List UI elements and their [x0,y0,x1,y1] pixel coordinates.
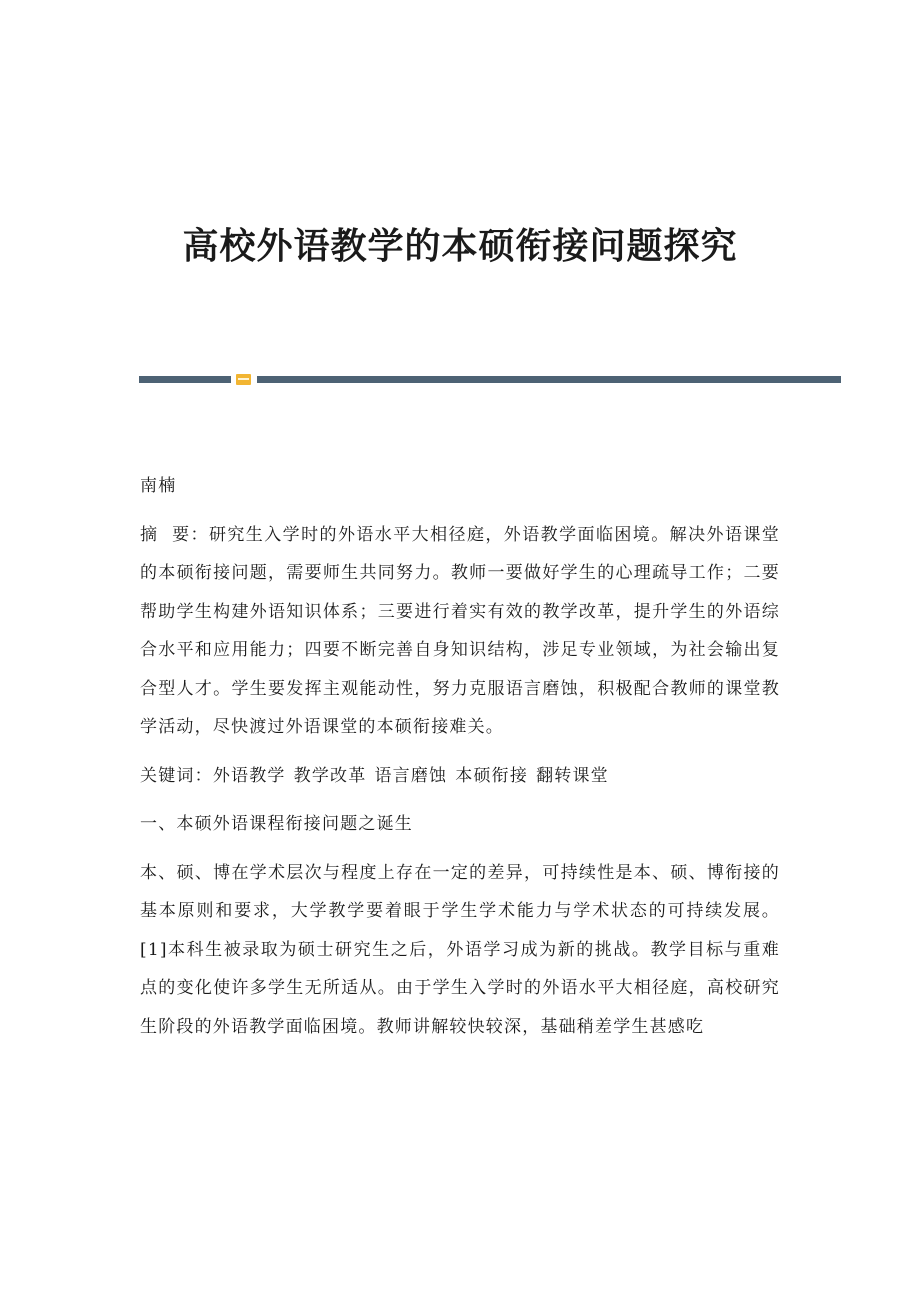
author-name: 南楠 [140,476,177,496]
abstract-label: 摘 要： [140,524,209,545]
abstract [140,516,780,747]
divider-bar-left [139,376,231,383]
document-title: 高校外语教学的本硕衔接问题探究 [182,225,738,267]
section-heading: 一、本硕外语课程衔接问题之诞生 [140,814,413,834]
keyword: 外语教学 [212,765,286,786]
keywords [140,757,780,796]
keyword: 翻转课堂 [536,765,609,786]
document-body [140,467,780,1046]
keyword: 本硕衔接 [455,765,529,786]
book-icon [236,374,251,385]
keyword: 语言磨蚀 [374,765,448,786]
abstract-text: 研究生入学时的外语水平大相径庭，外语教学面临困境。解决外语课堂的本硕衔接问题，需要师生共同努力。教师一要做好学生的心理疏导工作；二要帮助学生构建外语知识体系；三要进行着实有效的教学改革，提升学生的外语综合水平和应用能力；四要不断完善自身知识结构，涉足专业领域，为社会输出复合型人才。学生要发挥主观能动性，努力克服语言磨蚀，积极配合教师的课堂教学活动，尽快渡过外语课堂的本硕衔接难关。 [140,524,780,737]
keyword: 教学改革 [293,765,367,786]
body-paragraph: 本、硕、博在学术层次与程度上存在一定的差异，可持续性是本、硕、博衔接的基本原则和要求，大学教学要着眼于学生学术能力与学术状态的可持续发展。[1]本科生被录取为硕士研究生之后，外语学习成为新的挑战。教学目标与重难点的变化使许多学生无所适从。由于学生入学时的外语水平大相径庭，高校研究生阶段的外语教学面临困境。教师讲解较快较深，基础稍差学生甚感吃 [140,862,780,1037]
keywords-label: 关键词： [140,765,213,786]
divider-bar-right [257,376,841,383]
title-divider [139,374,841,384]
